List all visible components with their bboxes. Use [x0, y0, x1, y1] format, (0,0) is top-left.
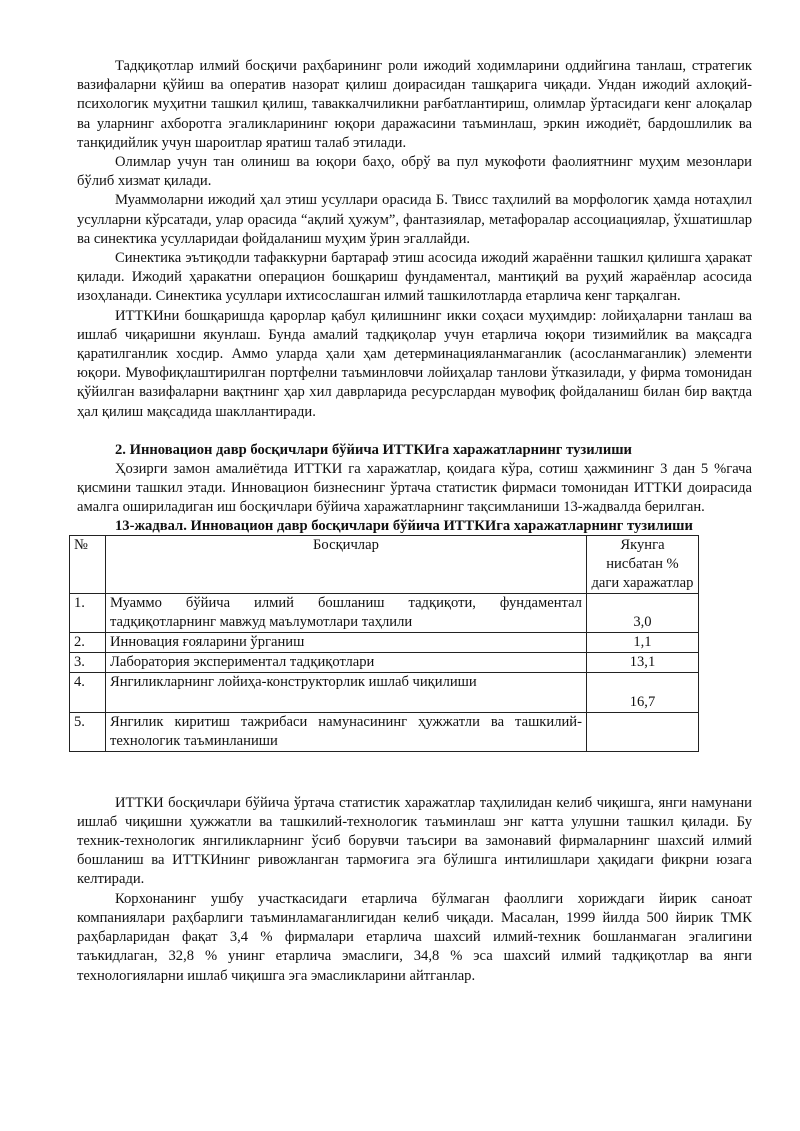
paragraph: Муаммоларни ижодий ҳал этиш усуллари орасида Б. Твисс таҳлилий ва морфологик ҳамда нотаҳлил усулларни кўрсатади, улар орасида “ақлий ҳужум”, фантазиялар, метафоралар ассоциациялар, ўхшатишлар ва синектика усулларидаи фойдаланиш муҳим ўрин эгаллайди. [77, 192, 752, 247]
paragraph: Ҳозирги замон амалиётида ИТТКИ га харажатлар, қоидага кўра, сотиш ҳажмининг 3 дан 5 %гача қисмини ташкил этади. Инновацион бизнеснинг ўртача статистик фирмаси томонидан ИТТКИ доирасида амалга ошириладиган иш босқичлари бўйича харажатларнинг тақсимланиши 13-жадвалда берилган. [77, 461, 752, 516]
row-value: 3,0 [586, 593, 698, 632]
row-num: 4. [70, 672, 106, 712]
table-row [70, 652, 699, 672]
paragraph: Корхонанинг ушбу участкасидаги етарлича бўлмаган фаоллиги хориждаги йирик саноат компаниялари раҳбарлиги таъминламаганлигидан келиб чиқади. Масалан, 1999 йилда 500 йирик ТМК раҳбарларидан фақат 3,4 % фирмалари етарлича шахсий илмий-техник бошланмаган эгалигини таъкидлаган, 32,8 % унинг етарлича эмаслиги, 34,8 % эса шахсий илмий тадқиқотлар ва янги технологияларни ишлаб чиқишга эга эмасликларини айтганлар. [77, 890, 752, 984]
paragraph: ИТТКИ босқичлари бўйича ўртача статистик харажатлар таҳлилидан келиб чиқишга, янги намунани ишлаб чиқишни ҳужжатли ва ташкилий-технологик таъминлаш энг катта улушни ташкил қилади. Бу техник-технологик янгиликларнинг ўсиб борувчи таъсири ва замонавий фирмаларнинг шахсий илмий бошланиш ва ИТТКИнинг ривожланган тармоғига эга бўлишга интилишлари ҳақидаги фикрни юзага келтиради. [77, 794, 752, 888]
header-num: № [70, 535, 106, 593]
row-value: 13,1 [586, 652, 698, 672]
paragraph: ИТТКИни бошқаришда қарорлар қабул қилишнинг икки соҳаси муҳимдир: лойиҳаларни танлаш ва ишлаб чиқаришни якунлаш. Бунда амалий тадқиқолар учун етарлича юқори тизимийлик ва мақсадга қаратилганлик хосдир. Аммо уларда ҳали ҳам детерминацияланмаганлик (асосланмаганлик) элементи юқори. Мувофиқлаштирилган портфелни таъминловчи лойиҳалар танлови ўтказилади, у фирма томонидан қўйилган вазифаларни вақтнинг ҳар хил даврларида ресурслардан мувофиқ фойдаланиш билан бир вақтда ҳал қилиш мақсадида шакллантиради. [77, 307, 752, 420]
table-row [70, 593, 699, 632]
row-stage: Лаборатория экспериментал тадқиқотлари [105, 652, 586, 672]
row-value [586, 712, 698, 751]
row-value: 1,1 [586, 632, 698, 652]
paragraph: Тадқиқотлар илмий босқичи раҳбарининг роли ижодий ходимларини оддийгина танлаш, стратегик вазифаларни қўйиш ва оператив назорат қилиш доирасидан ташқарига чиқади. Ундан ижодий ахлоқий-психологик муҳитни ташкил қилиш, таваккалчиликни рағбатлантириш, олимлар ўртасидаги кенг алоқалар ва уларнинг ахборотга эгаликларининг юқори даражасини таъминлаш, эркин ижодиёт, бардошлилик ва танқидийлик учун шароитлар яратиш талаб этилади. [77, 58, 752, 151]
header-value: Якунга нисбатан % даги харажатлар [586, 535, 698, 593]
row-num: 1. [70, 593, 106, 632]
paragraph: Олимлар учун тан олиниш ва юқори баҳо, обрў ва пул мукофоти фаолиятнинг муҳим мезонлари бўлиб хизмат қилади. [77, 154, 752, 190]
paragraph: Синектика эътиқодли тафаккурни бартараф этиш асосида ижодий жараённи ташкил қилишга ҳаракат қилади. Ижодий ҳаракатни операцион бошқариш фундаментал, мантиқий ва руҳий жараёнлар асосида изоҳланади. Синектика усуллари ихтисослашган илмий ташкилотларда етарлича кенг тарқалган. [77, 250, 752, 305]
section-heading: 2. Инновацион давр босқичлари бўйича ИТТКИга харажатларнинг тузилиши [115, 441, 632, 458]
row-value: 16,7 [586, 672, 698, 712]
document-page [74, 57, 752, 986]
table-caption: 13-жадвал. Инновацион давр босқичлари бўйича ИТТКИга харажатларнинг тузилиши [115, 517, 693, 534]
spacer [77, 752, 752, 794]
table-row [70, 712, 699, 751]
table-header-row [70, 535, 699, 593]
row-num: 5. [70, 712, 106, 751]
table-row [70, 632, 699, 652]
spacer [77, 422, 752, 441]
row-num: 3. [70, 652, 106, 672]
row-stage: Инновация ғояларини ўрганиш [105, 632, 586, 652]
row-stage: Янгиликларнинг лойиҳа-конструкторлик ишлаб чиқилиши [105, 672, 586, 712]
row-stage: Янгилик киритиш тажрибаси намунасининг ҳужжатли ва ташкилий-технологик таъминланиши [105, 712, 586, 751]
header-stage: Босқичлар [105, 535, 586, 593]
costs-table [69, 535, 699, 752]
row-stage: Муаммо бўйича илмий бошланиш тадқиқоти, фундаментал тадқиқотларнинг мавжуд маълумотлари таҳлили [105, 593, 586, 632]
row-num: 2. [70, 632, 106, 652]
table-row [70, 672, 699, 712]
